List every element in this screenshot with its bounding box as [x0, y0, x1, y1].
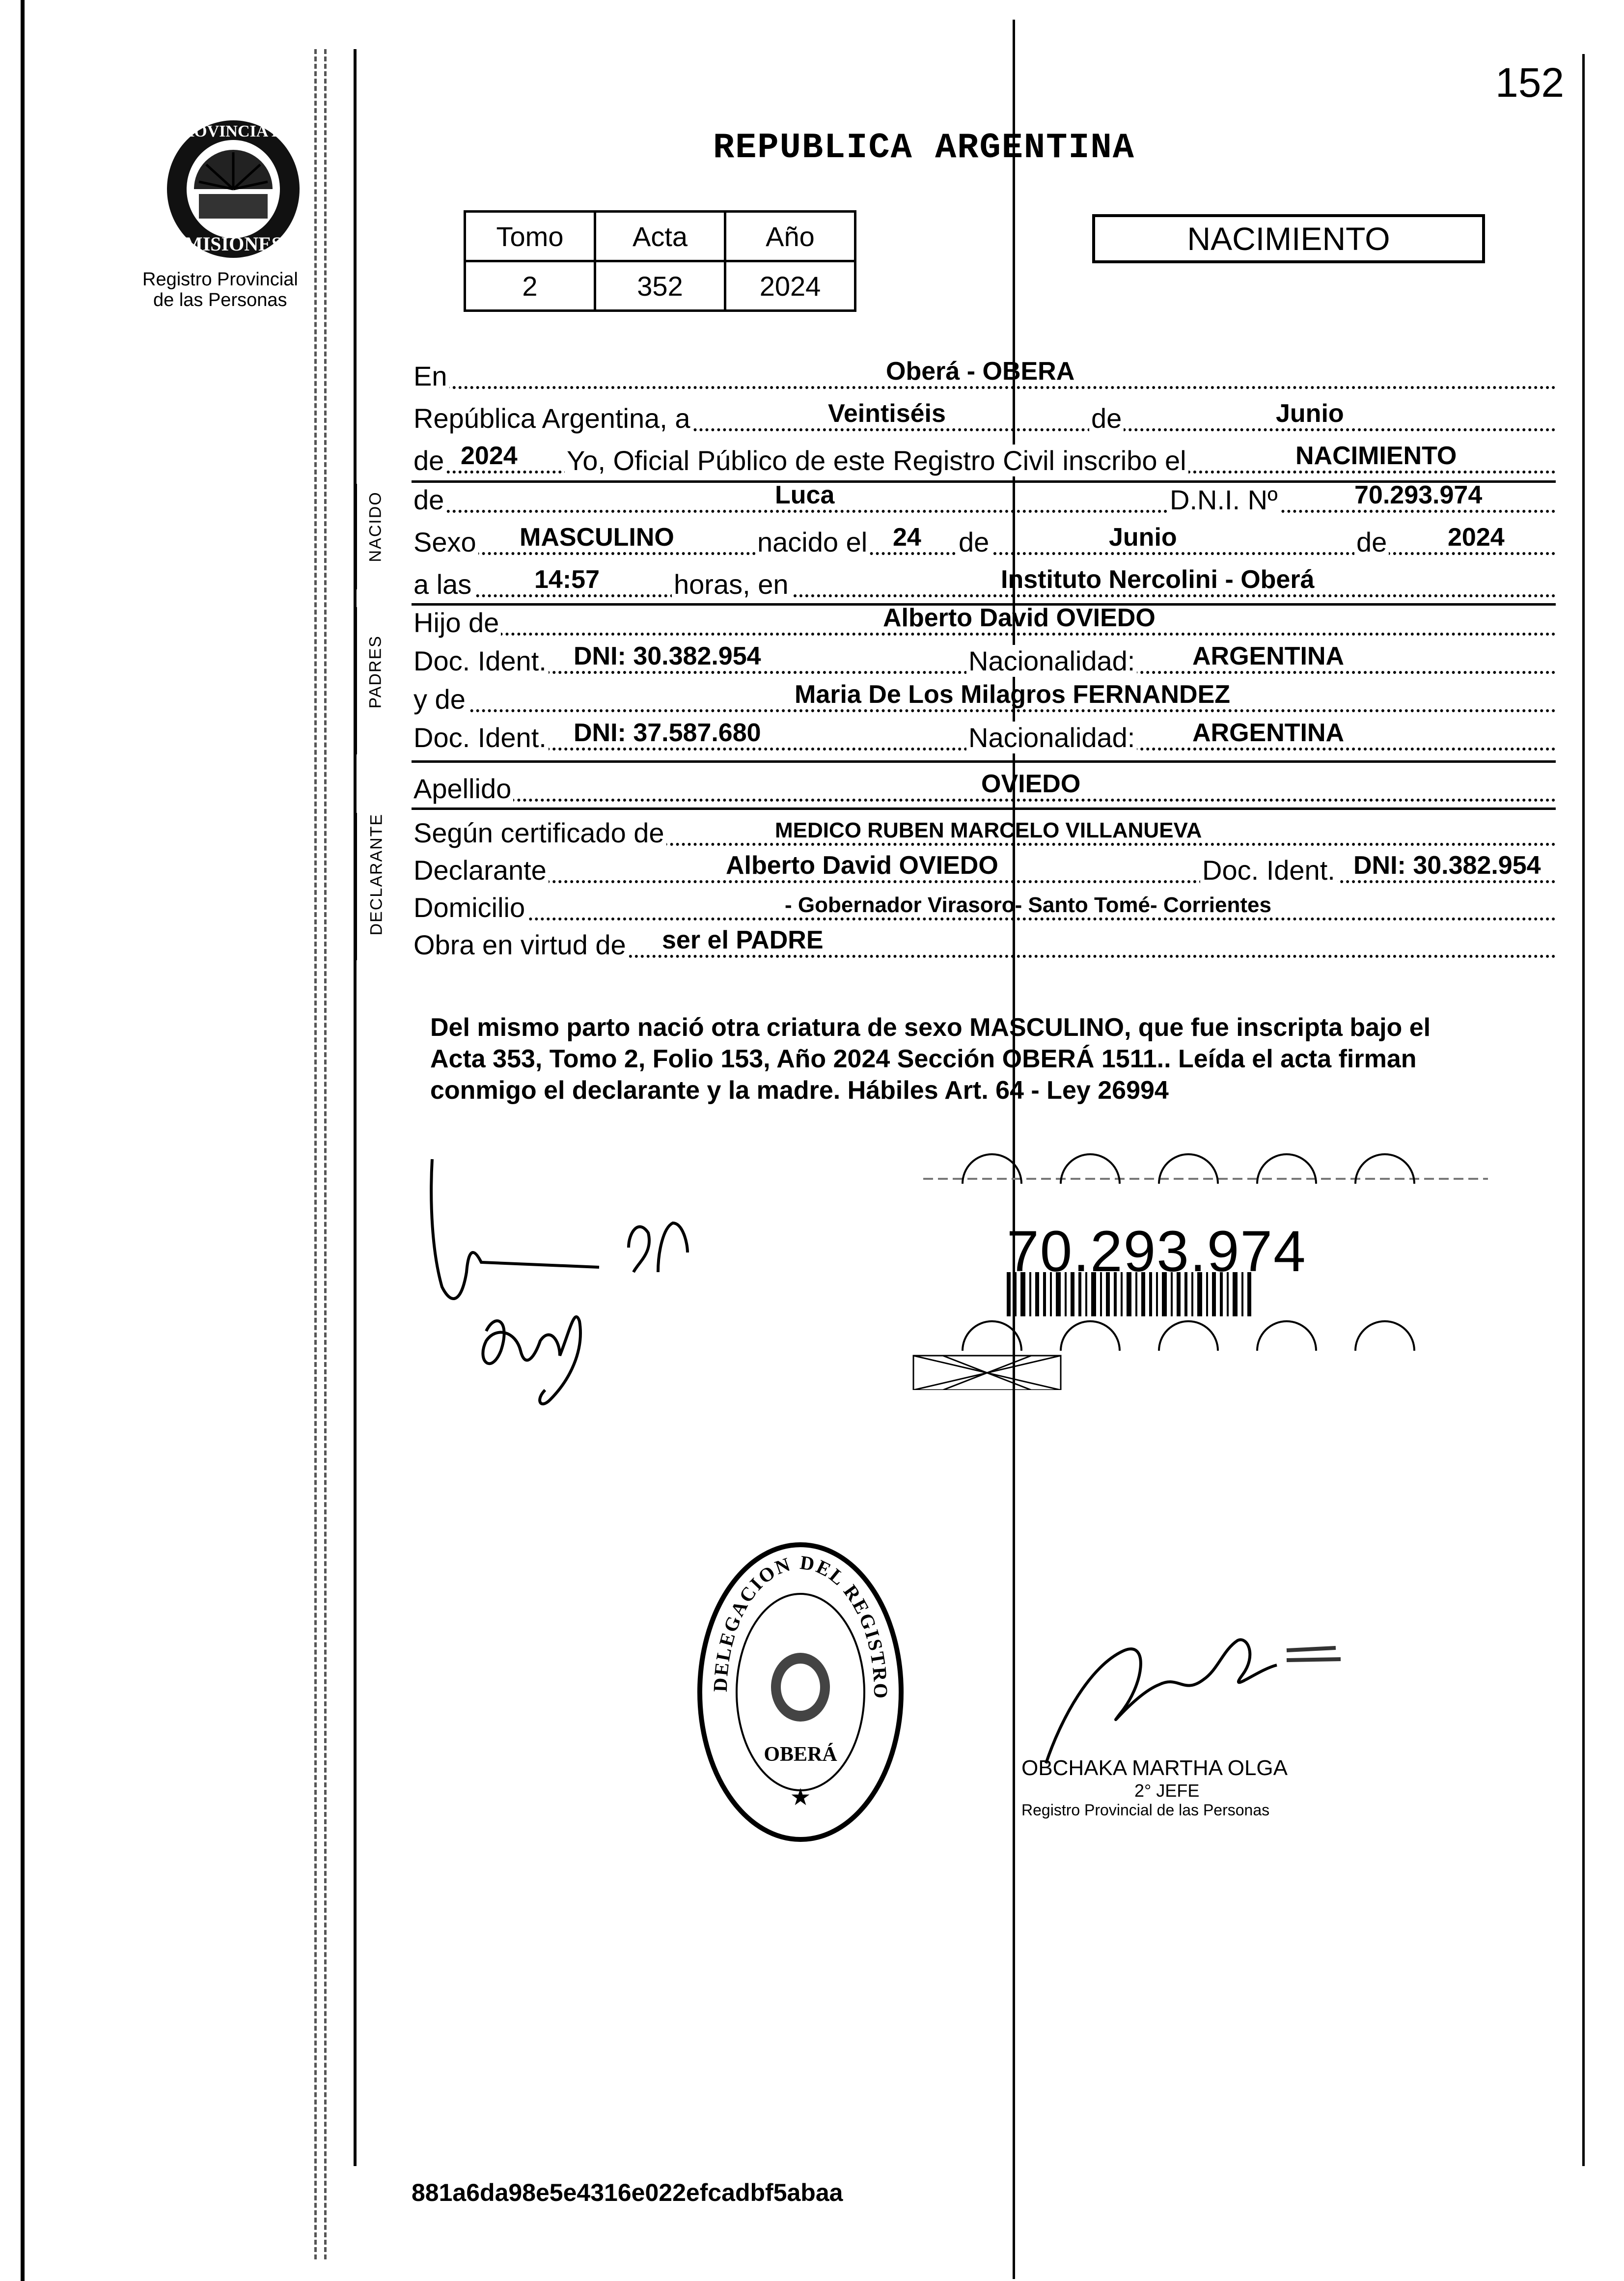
- value-madre: Maria De Los Milagros FERNANDEZ: [795, 680, 1231, 709]
- emblem-top-text: PROVINCIA DE: [171, 122, 295, 140]
- row-hijo-de: [412, 600, 1556, 640]
- nota-line-1: Del mismo parto nació otra criatura de sexo MASCULINO, que fue inscripta bajo el: [430, 1013, 1431, 1042]
- value-apellido: OVIEDO: [981, 770, 1081, 798]
- value-declarante: Alberto David OVIEDO: [726, 851, 998, 880]
- row-domicilio: [412, 885, 1556, 924]
- value-padre-nacionalidad: ARGENTINA: [1192, 642, 1345, 670]
- value-obra-virtud: ser el PADRE: [662, 926, 824, 954]
- label-nacido-el: nacido el: [755, 526, 869, 558]
- value-madre-nacionalidad: ARGENTINA: [1192, 719, 1345, 747]
- row-obra-virtud: [412, 922, 1556, 962]
- official-name: OBCHAKA MARTHA OLGA: [1021, 1756, 1288, 1780]
- label-de-anio: de: [412, 445, 446, 476]
- value-domicilio: - Gobernador Virasoro- Santo Tomé- Corrientes: [785, 893, 1271, 917]
- official-title: 2° JEFE: [1134, 1780, 1200, 1801]
- value-certificado: MEDICO RUBEN MARCELO VILLANUEVA: [775, 818, 1202, 842]
- table-value-tomo: 2: [465, 261, 595, 311]
- value-inscribo: NACIMIENTO: [1295, 442, 1457, 470]
- value-madre-doc: DNI: 37.587.680: [574, 719, 761, 747]
- label-en: En: [412, 360, 449, 392]
- org-line-2: de las Personas: [153, 290, 287, 310]
- value-dia-nacimiento: 24: [893, 523, 921, 552]
- page-number: 152: [1495, 59, 1565, 106]
- official-org: Registro Provincial de las Personas: [1021, 1801, 1270, 1819]
- padres-bracket: [355, 607, 357, 754]
- row-sexo: [412, 520, 1556, 559]
- label-apellido: Apellido: [412, 773, 513, 805]
- declarante-bracket: [355, 813, 357, 960]
- row-anio-inscripcion: [412, 438, 1556, 477]
- delegation-seal: [695, 1540, 906, 1844]
- row-y-de: [412, 677, 1556, 716]
- declarant-signature: [422, 1144, 727, 1419]
- table-header-anio: Año: [725, 212, 855, 261]
- label-republica: República Argentina, a: [412, 402, 692, 434]
- left-margin-rule: [21, 0, 25, 2281]
- table-value-anio: 2024: [725, 261, 855, 311]
- official-signature: [1031, 1621, 1375, 1768]
- value-anio-nacimiento: 2024: [1448, 523, 1505, 552]
- table-header-acta: Acta: [595, 212, 725, 261]
- value-sexo: MASCULINO: [520, 523, 674, 552]
- nota-text: [430, 1012, 1431, 1106]
- org-line-1: Registro Provincial: [142, 269, 298, 290]
- row-hora: [412, 562, 1556, 601]
- nota-line-2: Acta 353, Tomo 2, Folio 153, Año 2024 Sección OBERÁ 1511.. Leída el acta firman: [430, 1045, 1417, 1073]
- right-margin-rule: [1582, 54, 1585, 2166]
- label-a-las: a las: [412, 568, 473, 600]
- row-declarante: [412, 848, 1556, 887]
- row-madre-doc: [412, 715, 1556, 754]
- value-dia: Veintiséis: [828, 399, 946, 428]
- label-de-mes: de: [957, 526, 991, 558]
- country-title: REPUBLICA ARGENTINA: [713, 128, 1135, 168]
- record-type: NACIMIENTO: [1187, 221, 1390, 257]
- row-certificado: [412, 810, 1556, 850]
- sticker-number: 70.293.974: [1007, 1219, 1307, 1284]
- table-value-acta: 352: [595, 261, 725, 311]
- divider-declarante: [412, 807, 1556, 810]
- province-emblem: [152, 108, 314, 265]
- padres-label: PADRES: [366, 635, 385, 709]
- nacido-bracket: [355, 484, 357, 589]
- label-y-de: y de: [412, 683, 468, 715]
- declarante-label: DECLARANTE: [367, 813, 386, 936]
- label-de-nombre: de: [412, 484, 446, 516]
- value-mes-nacimiento: Junio: [1109, 523, 1177, 552]
- label-declarante: Declarante: [412, 854, 549, 886]
- divider-apellido: [412, 760, 1556, 763]
- seal-outer-text: DELEGACION DEL REGISTRO: [709, 1551, 892, 1700]
- form-left-rule: [354, 49, 357, 2166]
- row-padre-doc: [412, 639, 1556, 678]
- label-sexo: Sexo: [412, 526, 478, 558]
- value-hora: 14:57: [534, 565, 600, 594]
- label-domicilio: Domicilio: [412, 891, 527, 923]
- emblem-bottom-text: MISIONES: [184, 233, 283, 255]
- label-de: de: [1089, 402, 1124, 434]
- value-lugar-nacimiento: Instituto Nercolini - Oberá: [1001, 565, 1315, 594]
- fold-line-left-2: [324, 49, 327, 2259]
- value-padre: Alberto David OVIEDO: [883, 604, 1156, 632]
- row-nombre: [412, 477, 1556, 517]
- label-nacionalidad-madre: Nacionalidad:: [966, 722, 1137, 753]
- label-horas-en: horas, en: [672, 568, 791, 600]
- label-nacionalidad-padre: Nacionalidad:: [966, 645, 1137, 677]
- seal-inner-text: OBERÁ: [764, 1743, 837, 1766]
- value-dni: 70.293.974: [1354, 481, 1483, 509]
- row-apellido: [412, 766, 1556, 806]
- official-stamp: [1021, 1756, 1365, 1819]
- document-hash: 881a6da98e5e4316e022efcadbf5abaa: [412, 2179, 843, 2206]
- dni-sticker: [908, 1144, 1493, 1390]
- value-padre-doc: DNI: 30.382.954: [574, 642, 761, 670]
- label-doc-ident-declarante: Doc. Ident.: [1200, 854, 1337, 886]
- nacido-label: NACIDO: [366, 491, 385, 562]
- value-declarante-doc: DNI: 30.382.954: [1353, 851, 1541, 880]
- record-type-box: [1092, 214, 1485, 263]
- label-de-anio-nacimiento: de: [1354, 526, 1389, 558]
- label-yo-oficial: Yo, Oficial Público de este Registro Civil inscribo el: [565, 445, 1188, 476]
- row-fecha-inscripcion: [412, 396, 1556, 435]
- nota-line-3: conmigo el declarante y la madre. Hábiles Art. 64 - Ley 26994: [430, 1076, 1169, 1105]
- value-nombre: Luca: [775, 481, 835, 509]
- value-en: Oberá - OBERA: [886, 357, 1075, 386]
- seal-star: ★: [790, 1784, 811, 1810]
- label-hijo-de: Hijo de: [412, 607, 501, 639]
- label-doc-ident-padre: Doc. Ident.: [412, 645, 549, 677]
- label-dni: D.N.I. Nº: [1168, 484, 1280, 516]
- value-anio: 2024: [461, 442, 518, 470]
- label-certificado: Según certificado de: [412, 817, 666, 849]
- fold-line-left-1: [314, 49, 317, 2259]
- register-table: [464, 210, 856, 312]
- value-mes: Junio: [1276, 399, 1344, 428]
- label-doc-ident-madre: Doc. Ident.: [412, 722, 549, 753]
- label-obra-virtud: Obra en virtud de: [412, 929, 628, 961]
- row-en: [412, 354, 1556, 393]
- table-header-tomo: Tomo: [465, 212, 595, 261]
